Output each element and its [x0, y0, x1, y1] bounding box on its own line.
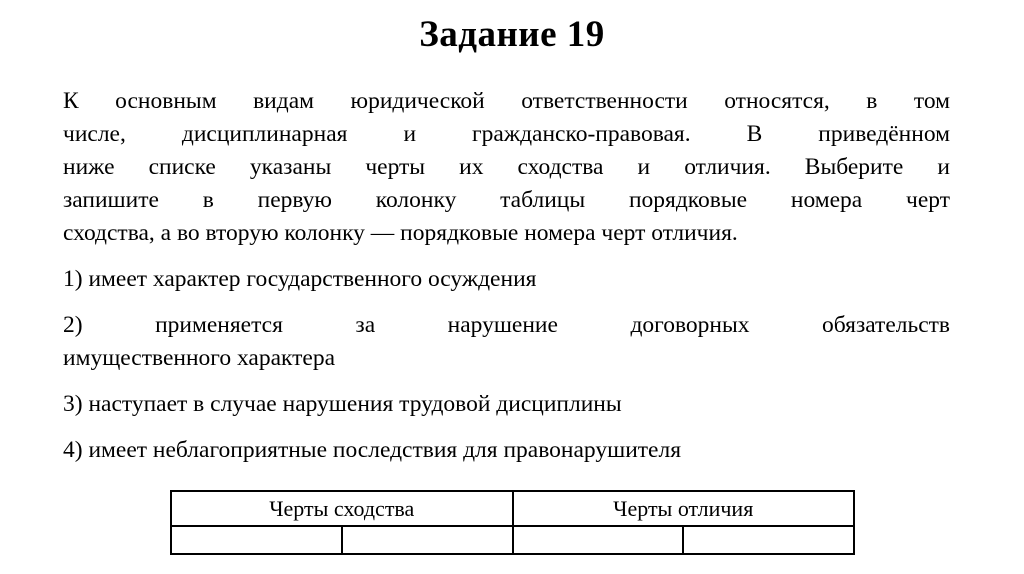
list-item-4-text: 4) имеет неблагоприятные последствия для правонарушителя [63, 437, 682, 463]
task-description-line-1: К основным видам юридической ответственности относятся, в том [63, 88, 950, 114]
list-item-3 [63, 388, 950, 421]
answer-cell-similarity-1[interactable] [171, 526, 342, 554]
answer-cell-difference-2[interactable] [683, 526, 854, 554]
list-item-3-text: 3) наступает в случае нарушения трудовой дисциплины [63, 391, 622, 417]
page-title: Задание 19 [419, 14, 605, 55]
list-item-2-text-line-1: 2) применяется за нарушение договорных обязательств [63, 312, 950, 338]
task-description-line-3: ниже списке указаны черты их сходства и отличия. Выберите и [63, 154, 950, 180]
answer-table-header-difference: Черты отличия [513, 491, 855, 526]
list-item-1 [63, 263, 950, 296]
answer-table [170, 490, 855, 555]
task-description-line-5: сходства, а во вторую колонку — порядковые номера черт отличия. [63, 220, 738, 246]
list-item-2-text-line-2: имущественного характера [63, 345, 336, 371]
answer-table-header-similarity: Черты сходства [171, 491, 513, 526]
list-item-4 [63, 434, 950, 467]
list-item-1-text: 1) имеет характер государственного осуждения [63, 266, 537, 292]
answer-table-header-row [171, 491, 854, 526]
answer-cell-similarity-2[interactable] [342, 526, 513, 554]
task-description-line-2: числе, дисциплинарная и гражданско-правовая. В приведённом [63, 121, 950, 147]
task-description-line-4: запишите в первую колонку таблицы порядковые номера черт [63, 187, 950, 213]
answer-table-input-row [171, 526, 854, 554]
answer-cell-difference-1[interactable] [513, 526, 684, 554]
task-description [63, 85, 950, 250]
list-item-2 [63, 309, 950, 375]
